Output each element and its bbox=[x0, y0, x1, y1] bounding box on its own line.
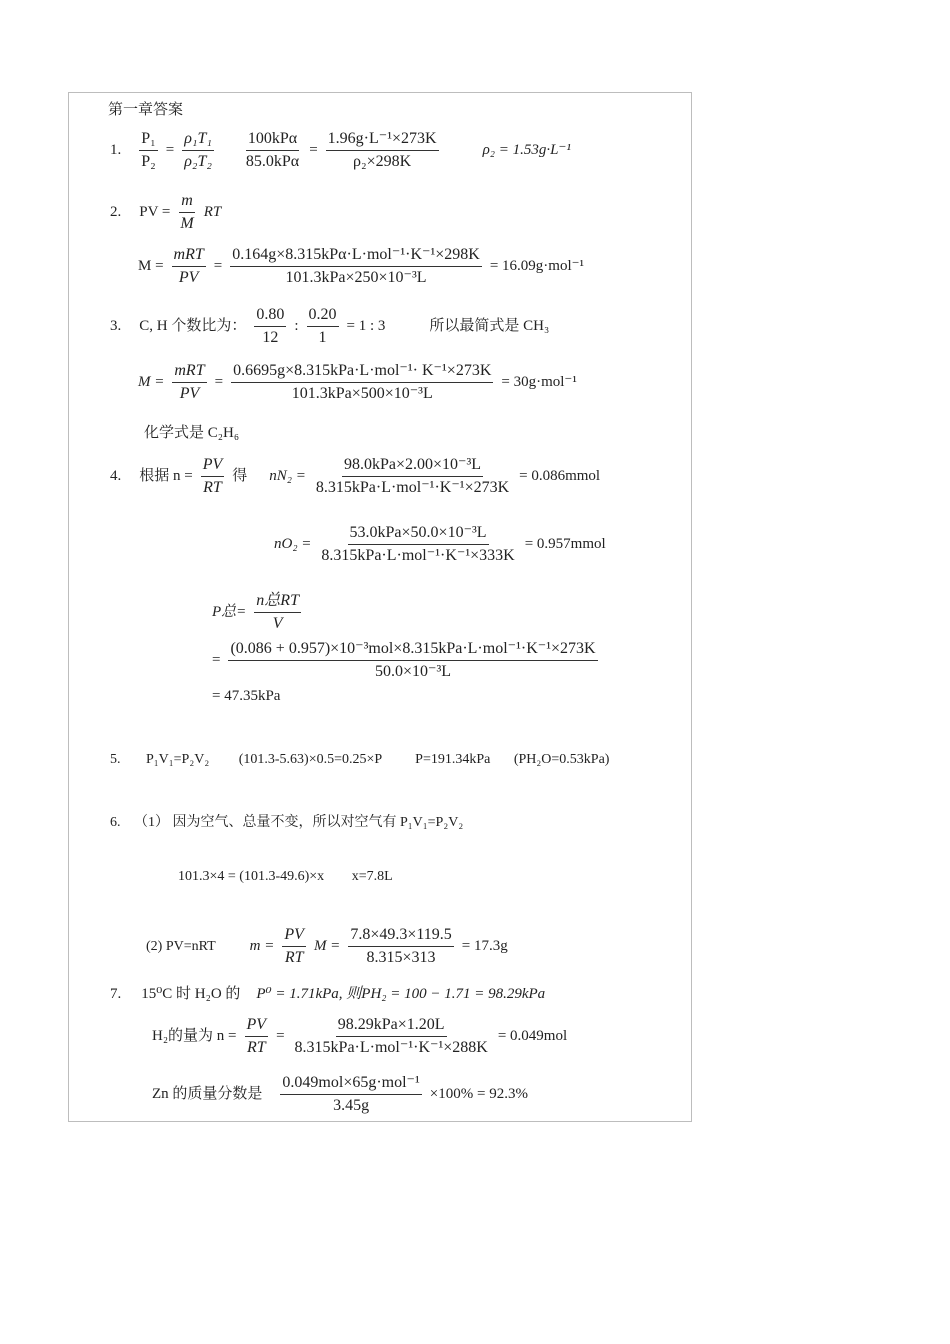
q6-result: = 17.3g bbox=[461, 938, 508, 955]
q3-label: 3. bbox=[110, 318, 122, 335]
q5-part-b: (101.3-5.63)×0.5=0.25×P bbox=[238, 752, 382, 767]
q2-frac1-den: PV bbox=[178, 269, 199, 286]
q2-frac-den: M bbox=[180, 215, 194, 232]
q6-frac2-den: 8.315×313 bbox=[366, 949, 436, 966]
q2-frac2-den: 101.3kPa×250×10⁻³L bbox=[285, 269, 427, 286]
q2-frac2-num: 0.164g×8.315kPα·L·mol⁻¹·K⁻¹×298K bbox=[230, 246, 482, 267]
q1-label: 1. bbox=[110, 142, 122, 159]
q4-nO2: nO₂ = bbox=[274, 536, 312, 553]
q4-frac5-den: 50.0×10⁻³L bbox=[375, 663, 452, 680]
q2-frac1-num: mRT bbox=[172, 246, 206, 267]
q7-frac2-den: 8.315kPa·L·mol⁻¹·K⁻¹×288K bbox=[294, 1039, 488, 1056]
q4-frac1-num: PV bbox=[201, 456, 225, 477]
q6-frac1-den: RT bbox=[284, 949, 304, 966]
q4-nN2: nN₂ = bbox=[269, 468, 306, 485]
question-6-line1 bbox=[110, 811, 463, 831]
q3-ratio: = 1 : 3 bbox=[346, 318, 386, 335]
q3-frac2-den: 1 bbox=[318, 329, 327, 346]
q3-text1: C, H 个数比为： bbox=[139, 318, 247, 335]
q7-text4: Zn 的质量分数是 bbox=[152, 1086, 263, 1103]
q7-frac1-den: RT bbox=[246, 1039, 266, 1056]
q4-text1: 根据 n = bbox=[139, 468, 193, 485]
q3-frac4-num: 0.6695g×8.315kPa·L·mol⁻¹· K⁻¹×273K bbox=[231, 362, 493, 383]
q4-frac2-num: 98.0kPa×2.00×10⁻³L bbox=[342, 456, 483, 477]
q3-frac1-num: 0.80 bbox=[254, 306, 286, 327]
q4-label: 4. bbox=[110, 468, 122, 485]
q1-frac1-den: P₂ bbox=[141, 153, 156, 170]
q1-frac3-num: 100kPα bbox=[246, 130, 299, 151]
q5-part-a: P₁V₁=P₂V₂ bbox=[146, 752, 210, 767]
question-1: 1. $\frac{\text{P₁}}{\text{P₂}}$ = $\frac{\text{ρ₁T₁}}{\text{ρ₂T₂}}$ $\frac{\text{100kPα}}{\text{85.0kPα}}$ = $\frac{\text{1.96g·L⁻¹×273K}}{\text{ρ₂×298K}}$ ρ₂ = 1.53g·L⁻¹ bbox=[110, 130, 571, 170]
q4-frac1-den: RT bbox=[203, 479, 222, 496]
question-7-line2: H₂的量为 n = $\frac{PV}{RT}$ = $\frac{\text{98.29kPa×1.20L}}{\text{8.315kPa·L·mol⁻¹·K⁻¹×288K}}$ = 0.049mol bbox=[152, 1016, 568, 1056]
question-5 bbox=[110, 752, 609, 768]
q7-frac1-num: PV bbox=[245, 1016, 269, 1037]
question-2-line1 bbox=[110, 192, 221, 233]
question-7-line3 bbox=[152, 1074, 528, 1115]
q2-rhs: RT bbox=[203, 204, 222, 221]
question-4-line3 bbox=[212, 592, 305, 633]
q7-frac3-den: 3.45g bbox=[333, 1097, 370, 1114]
q4-frac4-num: n总RT bbox=[254, 592, 301, 613]
q3-result: = 30g·mol⁻¹ bbox=[501, 374, 577, 391]
q1-frac2-den: ρ₂T₂ bbox=[184, 153, 212, 170]
q4-frac4-den: V bbox=[272, 615, 283, 632]
q5-label: 5. bbox=[110, 752, 121, 767]
q6-eq1: 101.3×4 = (101.3-49.6)×x bbox=[178, 869, 325, 884]
q1-frac4-den: ρ₂×298K bbox=[353, 153, 412, 170]
q4-eq: = bbox=[212, 652, 221, 669]
q6-frac2-num: 7.8×49.3×119.5 bbox=[348, 926, 453, 947]
q4-ptotal: P总= bbox=[212, 604, 247, 621]
q5-part-d: (PH₂O=0.53kPa) bbox=[513, 752, 610, 767]
q1-frac1-num: P₁ bbox=[139, 130, 157, 151]
q3-m-lhs: M = bbox=[138, 374, 165, 391]
q7-result2: ×100% = 92.3% bbox=[429, 1086, 528, 1103]
q7-text2: P⁰ = 1.71kPa, 则PH₂ = 100 − 1.71 = 98.29kPa bbox=[256, 986, 546, 1002]
q1-frac3-den: 85.0kPα bbox=[245, 153, 300, 170]
q7-text3: H₂的量为 n = bbox=[152, 1028, 237, 1045]
q3-text2: 所以最简式是 CH₃ bbox=[429, 318, 550, 335]
q7-result1: = 0.049mol bbox=[497, 1028, 568, 1045]
q3-frac4-den: 101.3kPa×500×10⁻³L bbox=[291, 385, 433, 402]
q6-label: 6. bbox=[110, 815, 121, 830]
q3-frac2-num: 0.20 bbox=[307, 306, 339, 327]
q4-result3: = 47.35kPa bbox=[212, 688, 281, 704]
q4-frac2-den: 8.315kPa·L·mol⁻¹·K⁻¹×273K bbox=[315, 479, 510, 496]
question-3-line1: 3. C, H 个数比为： $\frac{0.80}{12}$ : $\frac{0.20}{1}$ = 1 : 3 所以最简式是 CH₃ bbox=[110, 306, 550, 346]
q3-frac3-num: mRT bbox=[172, 362, 206, 383]
q6-x: x=7.8L bbox=[351, 869, 393, 884]
q1-frac4-num: 1.96g·L⁻¹×273K bbox=[326, 130, 439, 151]
question-4-line4 bbox=[212, 640, 602, 681]
q2-lhs: PV = bbox=[139, 204, 171, 221]
q3-frac1-den: 12 bbox=[262, 329, 279, 346]
q6-text1: （1） 因为空气、总量不变，所以对空气有 P₁V₁=P₂V₂ bbox=[134, 815, 464, 830]
q1-frac2-num: ρ₁T₁ bbox=[182, 130, 214, 151]
q1-result: ρ₂ = 1.53g·L⁻¹ bbox=[482, 142, 571, 159]
question-6-line2 bbox=[178, 869, 393, 885]
q4-frac3-num: 53.0kPa×50.0×10⁻³L bbox=[348, 524, 489, 545]
q5-part-c: P=191.34kPa bbox=[415, 752, 491, 767]
q2-label: 2. bbox=[110, 204, 122, 221]
question-6-line3 bbox=[146, 926, 508, 967]
q4-text2: 得 bbox=[232, 468, 248, 485]
q6-M: M = bbox=[313, 938, 341, 955]
page-title: 第一章答案 bbox=[108, 102, 184, 118]
question-4-line1 bbox=[110, 456, 600, 497]
q4-frac3-den: 8.315kPa·L·mol⁻¹·K⁻¹×333K bbox=[321, 547, 515, 564]
q4-frac5-num: (0.086 + 0.957)×10⁻³mol×8.315kPa·L·mol⁻¹·K⁻¹×273K bbox=[228, 640, 597, 661]
q4-result1: = 0.086mmol bbox=[519, 468, 601, 485]
question-3-line2: M = $\frac{\text{mRT}}{PV}$ = $\frac{\text{0.6695g×8.315kPa·L·mol⁻¹· K⁻¹×273K}}{\text{101.3kPa×500×10⁻³L}}$ = 30g·mol⁻¹ bbox=[138, 362, 577, 402]
q3-text3: 化学式是 C₂H₆ bbox=[144, 425, 240, 441]
q7-frac2-num: 98.29kPa×1.20L bbox=[336, 1016, 447, 1037]
q7-frac3-num: 0.049mol×65g·mol⁻¹ bbox=[280, 1074, 421, 1095]
q2-frac-num: m bbox=[179, 192, 195, 213]
question-4-line2 bbox=[274, 524, 606, 565]
q2-m-lhs: M = bbox=[138, 258, 164, 275]
q6-m: m = bbox=[249, 938, 275, 955]
q6-frac1-num: PV bbox=[282, 926, 306, 947]
q3-frac3-den: PV bbox=[179, 385, 200, 402]
question-7-line1 bbox=[110, 982, 545, 1003]
q4-result2: = 0.957mmol bbox=[524, 536, 606, 553]
q7-text1: 15⁰C 时 H₂O 的 bbox=[141, 986, 241, 1002]
question-2-line2: M = $\frac{\text{mRT}}{PV}$ = $\frac{\text{0.164g×8.315kPα·L·mol⁻¹·K⁻¹×298K}}{\text{101.3kPa×250×10⁻³L}}$ = 16.09g·mol⁻¹ bbox=[138, 246, 585, 286]
q2-result: = 16.09g·mol⁻¹ bbox=[489, 258, 585, 275]
q7-label: 7. bbox=[110, 986, 122, 1002]
q6-part2: (2) PV=nRT bbox=[146, 939, 216, 955]
